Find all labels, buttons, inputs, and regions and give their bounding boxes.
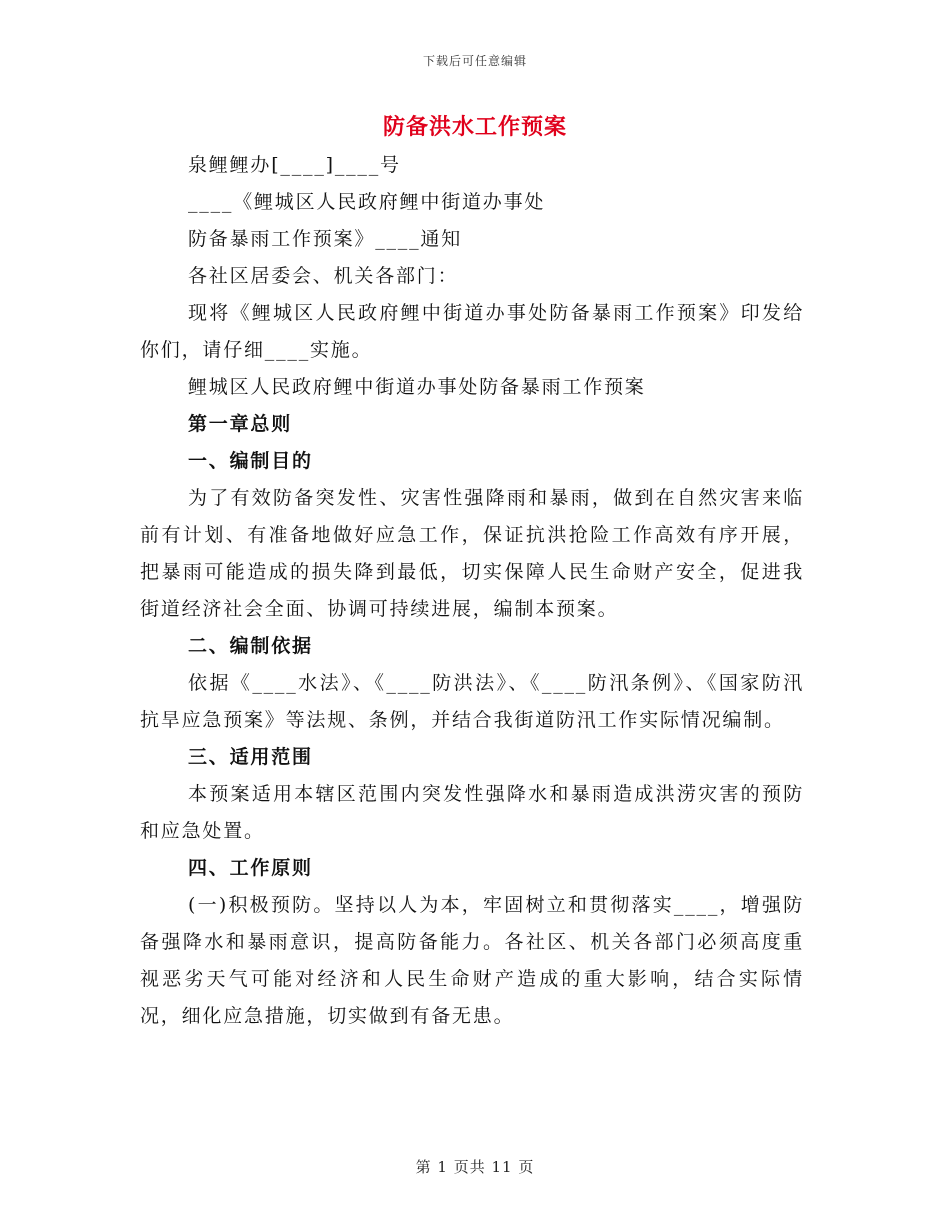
page-header-note: 下载后可任意编辑 [422,54,527,68]
scope-paragraph: 本预案适用本辖区范围内突发性强降水和暴雨造成洪涝灾害的预防和应急处置。 [140,783,804,842]
notice-body: 现将《鲤城区人民政府鲤中街道办事处防备暴雨工作预案》印发给你们，请仔细____实施。 [140,302,804,361]
addressee: 各社区居委会、机关各部门： [188,265,459,287]
document-title: 防备洪水工作预案 [382,114,567,140]
page-number: 第 1 页共 11 页 [415,1158,535,1176]
section-heading-scope: 三、适用范围 [188,746,313,768]
section-heading-principles: 四、工作原则 [188,857,313,879]
section-heading-purpose: 一、编制目的 [188,450,313,472]
document-body [140,147,804,1035]
notice-title-line-1: ____《鲤城区人民政府鲤中街道办事处 [188,191,546,213]
plan-title: 鲤城区人民政府鲤中街道办事处防备暴雨工作预案 [188,376,646,398]
principles-paragraph: (一)积极预防。坚持以人为本，牢固树立和贯彻落实____，增强防备强降水和暴雨意识，提高防备能力。各社区、机关各部门必须高度重视恶劣天气可能对经济和人民生命财产造成的重大影响，结合实际情况，细化应急措施，切实做到有备无患。 [140,894,804,1027]
section-heading-basis: 二、编制依据 [188,635,313,657]
chapter-heading: 第一章总则 [188,413,293,435]
document-number: 泉鲤鲤办[____]____号 [188,154,401,176]
purpose-paragraph: 为了有效防备突发性、灾害性强降雨和暴雨，做到在自然灾害来临前有计划、有准备地做好应急工作，保证抗洪抢险工作高效有序开展，把暴雨可能造成的损失降到最低，切实保障人民生命财产安全，促进我街道经济社会全面、协调可持续进展，编制本预案。 [140,487,804,620]
notice-title-line-2: 防备暴雨工作预案》____通知 [188,228,463,250]
basis-paragraph: 依据《____水法》、《____防洪法》、《____防汛条例》、《国家防汛抗旱应急预案》等法规、条例，并结合我街道防汛工作实际情况编制。 [140,672,804,731]
